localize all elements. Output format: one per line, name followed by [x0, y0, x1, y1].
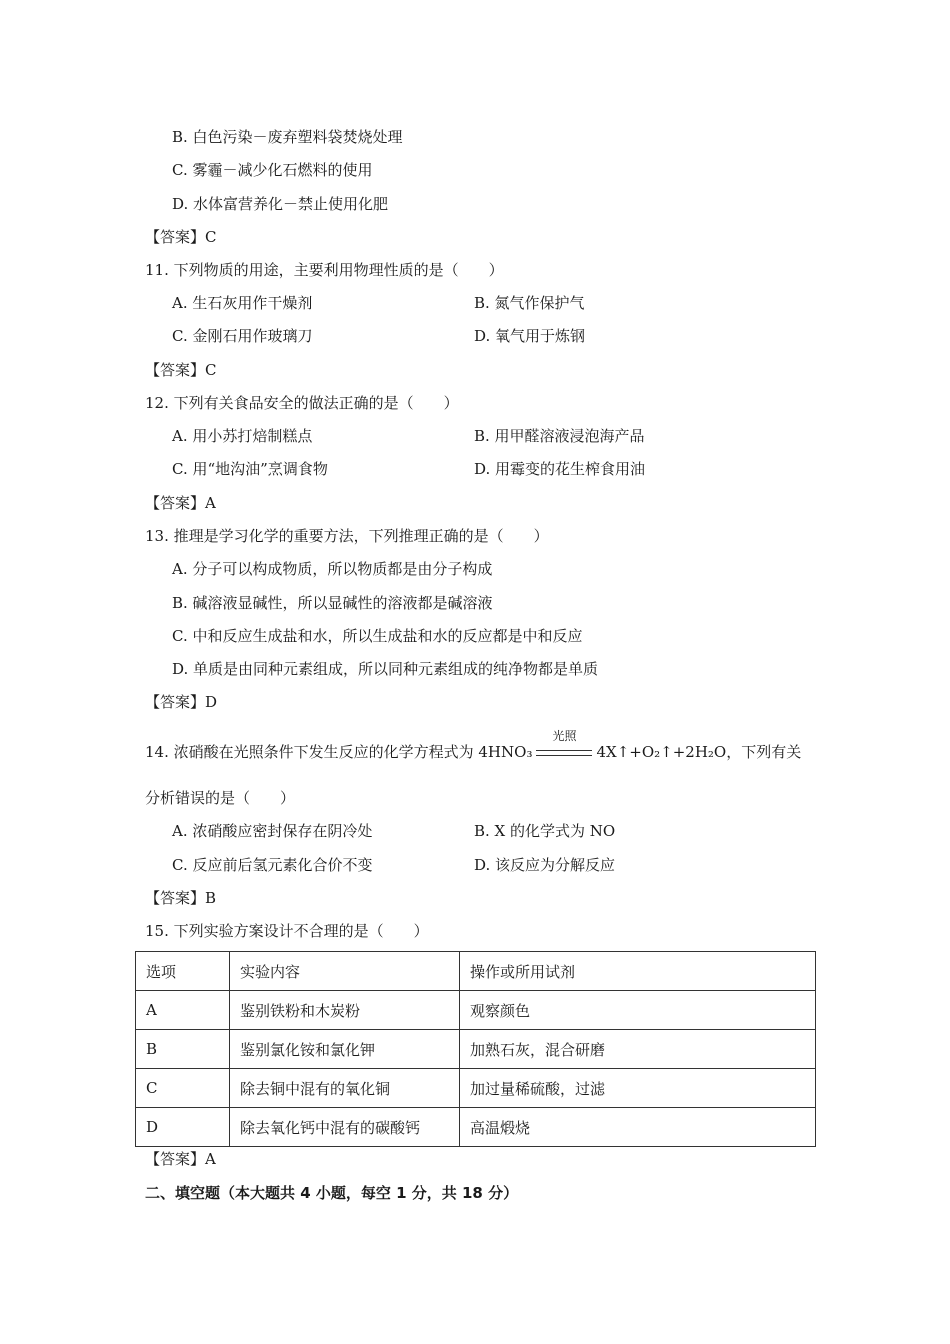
q12-option-d: D. 用霉变的花生榨食用油: [474, 460, 646, 478]
table-cell: B: [136, 1030, 230, 1069]
experiment-table: [135, 951, 816, 1147]
q14-option-d: D. 该反应为分解反应: [474, 856, 616, 874]
q10-option-c: C. 雾霾－减少化石燃料的使用: [172, 161, 373, 179]
table-cell: 除去铜中混有的氧化铜: [230, 1069, 460, 1108]
q13-answer: 【答案】D: [145, 693, 218, 711]
q11-option-b: B. 氮气作保护气: [474, 294, 585, 312]
reaction-condition: 光照: [552, 729, 577, 743]
q12-option-a: A. 用小苏打焙制糕点: [172, 427, 313, 445]
table-cell: 观察颜色: [460, 991, 816, 1030]
q13-option-d: D. 单质是由同种元素组成，所以同种元素组成的纯净物都是单质: [172, 660, 599, 678]
q14-stem-line2: 分析错误的是（ ）: [145, 789, 296, 807]
q12-stem: 12. 下列有关食品安全的做法正确的是（ ）: [145, 394, 459, 412]
q12-option-b: B. 用甲醛溶液浸泡海产品: [474, 427, 645, 445]
table-cell: D: [136, 1108, 230, 1147]
table-header-cell: 操作或所用试剂: [460, 952, 816, 991]
q14-option-b: B. X 的化学式为 NO: [474, 822, 616, 840]
q12-answer: 【答案】A: [145, 494, 216, 512]
q14-stem-post: 4X↑+O₂↑+2H₂O，下列有关: [596, 743, 802, 761]
table-cell: 高温煅烧: [460, 1108, 816, 1147]
q12-option-c: C. 用“地沟油”烹调食物: [172, 460, 328, 478]
q11-answer: 【答案】C: [145, 361, 217, 379]
table-cell: 鉴别铁粉和木炭粉: [230, 991, 460, 1030]
q14-stem: [145, 729, 802, 762]
q10-option-d: D. 水体富营养化－禁止使用化肥: [172, 195, 389, 213]
table-header-row: [136, 952, 816, 991]
table-cell: 鉴别氯化铵和氯化钾: [230, 1030, 460, 1069]
table-row: [136, 1108, 816, 1147]
table-cell: 加过量稀硫酸，过滤: [460, 1069, 816, 1108]
q13-option-a: A. 分子可以构成物质，所以物质都是由分子构成: [172, 560, 493, 578]
table-cell: 除去氧化钙中混有的碳酸钙: [230, 1108, 460, 1147]
table-row: [136, 1030, 816, 1069]
q13-stem: 13. 推理是学习化学的重要方法，下列推理正确的是（ ）: [145, 527, 549, 545]
q14-option-a: A. 浓硝酸应密封保存在阴冷处: [172, 822, 373, 840]
q13-option-c: C. 中和反应生成盐和水，所以生成盐和水的反应都是中和反应: [172, 627, 583, 645]
table-header-cell: 选项: [136, 952, 230, 991]
q14-stem-pre: 14. 浓硝酸在光照条件下发生反应的化学方程式为 4HNO₃: [145, 743, 533, 761]
q14-answer: 【答案】B: [145, 889, 217, 907]
q11-option-a: A. 生石灰用作干燥剂: [172, 294, 313, 312]
section-title: 二、填空题（本大题共 4 小题，每空 1 分，共 18 分）: [145, 1184, 519, 1202]
table-cell: A: [136, 991, 230, 1030]
table-row: [136, 991, 816, 1030]
q13-option-b: B. 碱溶液显碱性，所以显碱性的溶液都是碱溶液: [172, 594, 493, 612]
q14-option-c: C. 反应前后氢元素化合价不变: [172, 856, 373, 874]
table-row: [136, 1069, 816, 1108]
equals-sign-icon: [536, 750, 592, 756]
table-cell: 加熟石灰，混合研磨: [460, 1030, 816, 1069]
q10-answer: 【答案】C: [145, 228, 217, 246]
q11-option-c: C. 金刚石用作玻璃刀: [172, 327, 313, 345]
q15-answer: 【答案】A: [145, 1150, 216, 1168]
q10-option-b: B. 白色污染－废弃塑料袋焚烧处理: [172, 128, 403, 146]
reaction-arrow: [536, 729, 592, 762]
q11-stem: 11. 下列物质的用途，主要利用物理性质的是（ ）: [145, 261, 504, 279]
table-header-cell: 实验内容: [230, 952, 460, 991]
table-cell: C: [136, 1069, 230, 1108]
q11-option-d: D. 氧气用于炼钢: [474, 327, 586, 345]
q15-stem: 15. 下列实验方案设计不合理的是（ ）: [145, 922, 429, 940]
